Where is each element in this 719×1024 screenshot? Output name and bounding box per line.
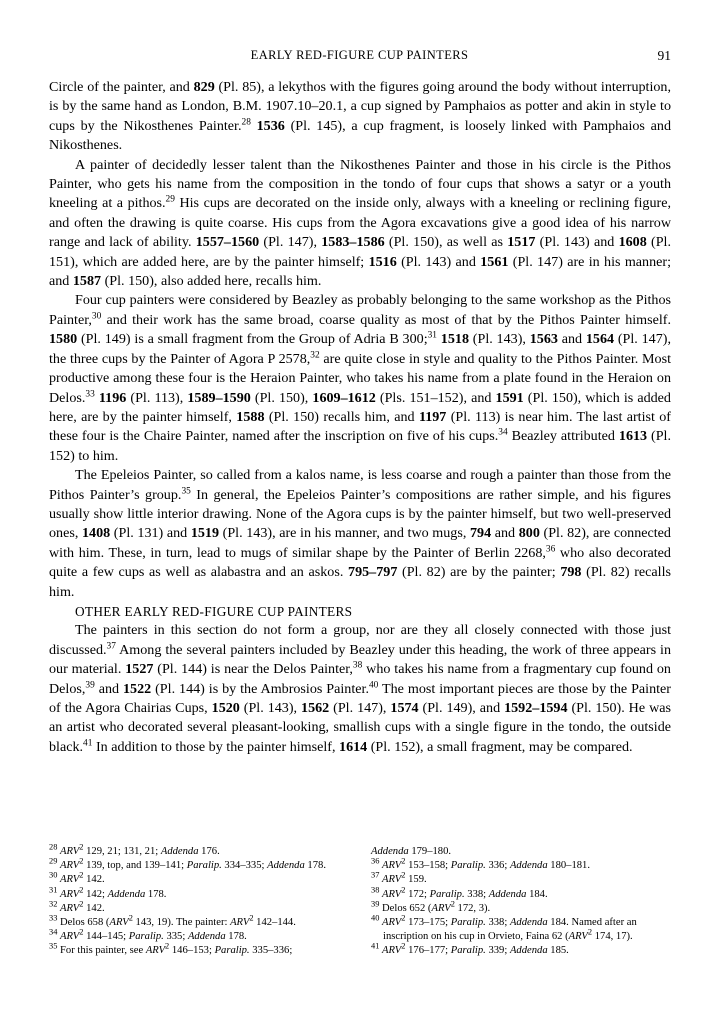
paragraph: Four cup painters were considered by Beazley as probably belonging to the same workshop as the Pithos Painter,$^{30}$ and their work has the same broad, coarse quality as most of that by the Pithos Painter himself. 1580 (Pl. 149) is a small fragment from the Group of Adria B 300;$^{31}$ 1518 (Pl. 143), 1563 and 1564 (Pl. 147), the three cups by the Painter of Agora P 2578,32 are quite close in style and quality to the Pithos Painter. Most productive among these four is the Heraion Painter, who takes his name from a plate found in the Heraion on Delos.$^{33}$ 1196 (Pl. 113), 1589–1590 (Pl. 150), 1609–1612 (Pls. 151–152), and 1591 (Pl. 150), which is added here, are by the painter himself, 1588 (Pl. 150) recalls him, and 1197 (Pl. 113) is near him. The last artist of these four is the Chaire Painter, named after the inscription on five of his cups.$^{34}$ Beazley attributed 1613 (Pl. 152) to him. xyxy=(49,292,672,464)
footnote: $^{36}$ ARV$^2$ 153–158; Paralip. 336; Addenda 180–181. xyxy=(371,856,590,872)
footnote: $^{30}$ ARV$^2$ 142. xyxy=(49,870,105,886)
footnote: $^{31}$ ARV$^2$ 142; Addenda 178. xyxy=(49,885,167,900)
footnote: $^{35}$ For this painter, see ARV$^2$ 146–153; Paralip. 335–336; xyxy=(49,941,293,957)
footnote: $^{29}$ ARV$^2$ 139, top, and 139–141; Paralip. 334–335; Addenda 178. xyxy=(49,856,326,872)
footnotes-columns xyxy=(49,842,671,959)
paragraph: The painters in this section do not form a group, nor are they all closely connected with those just discussed.$^{37}$ Among the several painters included by Beazley under this heading, the work of three appears in our material. 1527 (Pl. 144) is near the Delos Painter,$^{38}$ who takes his name from a fragmentary cup found on Delos,$^{39}$ and 1522 (Pl. 144) is by the Ambrosios Painter.$^{40}$ The most important pieces are those by the Painter of the Agora Chairias Cups, 1520 (Pl. 143), 1562 (Pl. 147), 1574 (Pl. 149), and 1592–1594 (Pl. 150). He was an artist who decorated several pleasant-looking, smallish cups with a single figure in the tondo, the outside black.$^{41}$ In addition to those by the painter himself, 1614 (Pl. 152), a small fragment, may be compared. xyxy=(49,622,671,755)
running-title: EARLY RED-FIGURE CUP PAINTERS xyxy=(250,48,469,62)
footnote: $^{41}$ ARV$^2$ 176–177; Paralip. 339; Addenda 185. xyxy=(371,941,569,957)
paragraph: A painter of decidedly lesser talent than the Nikosthenes Painter and those in his circle is the Pithos Painter, who gets his name from the composition in the tondo of four cups that shows a satyr or a youth kneeling at a pithos.$^{29}$ His cups are decorated on the inside only, always with a kneeling or reclining figure, and often the drawing is quite coarse. His cups from the Agora excavations give a good idea of his narrow range and lack of ability. 1557–1560 (Pl. 147), 1583–1586 (Pl. 150), as well as 1517 (Pl. 143) and 1608 (Pl. 151), which are added here, are by the painter himself; 1516 (Pl. 143) and 1561 (Pl. 147) are in his manner; and 1587 (Pl. 150), also added here, recalls him. xyxy=(49,156,671,290)
paragraph: Circle of the painter, and 829 (Pl. 85), a lekythos with the figures going around the body without interruption, is by the same hand as London, B.M. 1907.10–20.1, a cup signed by Pamphaios as potter and akin in style to cups by the Nikosthenes Painter.$^{28}$ 1536 (Pl. 145), a cup fragment, is loosely linked with Pamphaios and Nikosthenes. xyxy=(49,79,671,154)
footnotes xyxy=(49,842,671,959)
page-header xyxy=(48,48,671,66)
footnote: $^{34}$ ARV$^2$ 144–145; Paralip. 335; Addenda 178. xyxy=(49,927,247,943)
section-heading: OTHER EARLY RED-FIGURE CUP PAINTERS xyxy=(75,603,353,619)
footnote: $^{37}$ ARV$^2$ 159. xyxy=(371,870,427,886)
footnote: $^{28}$ ARV$^2$ 129, 21; 131, 21; Addenda 176. xyxy=(49,842,220,857)
body-text xyxy=(49,78,671,757)
footnote: $^{38}$ ARV$^2$ 172; Paralip. 338; Addenda 184. xyxy=(371,885,548,900)
footnote: $^{33}$ Delos 658 (ARV$^2$ 143, 19). The painter: ARV$^2$ 142–144. xyxy=(49,913,296,929)
footnote-continuation: Addenda 179–180. xyxy=(371,846,452,857)
paragraph: The Epeleios Painter, so called from a kalos name, is less coarse and rough a painter than those from the Pithos Painter’s group.$^{35}$ In general, the Epeleios Painter’s compositions are rather simple, and his figures usually show little interior drawing. None of the Agora cups is by the painter himself, but two well-preserved ones, 1408 (Pl. 131) and 1519 (Pl. 143), are in his manner, and two mugs, 794 and 800 (Pl. 82), are connected with him. These, in turn, lead to mugs of similar shape by the Painter of Berlin 2268,36 who also decorated quite a few cups as well as alabastra and an askos. 795–797 (Pl. 82) are by the painter; 798 (Pl. 82) recalls him. xyxy=(49,467,671,600)
footnote: $^{32}$ ARV$^2$ 142. xyxy=(49,899,105,914)
footnote: $^{39}$ Delos 652 (ARV$^2$ 172, 3). xyxy=(371,899,491,914)
page-number: 91 xyxy=(657,48,671,63)
footnote: $^{40}$ ARV$^2$ 173–175; Paralip. 338; Addenda 184. Named after an inscription on his cup in Orvieto, Faina 62 (ARV$^2$ 174, 17). xyxy=(371,913,637,943)
